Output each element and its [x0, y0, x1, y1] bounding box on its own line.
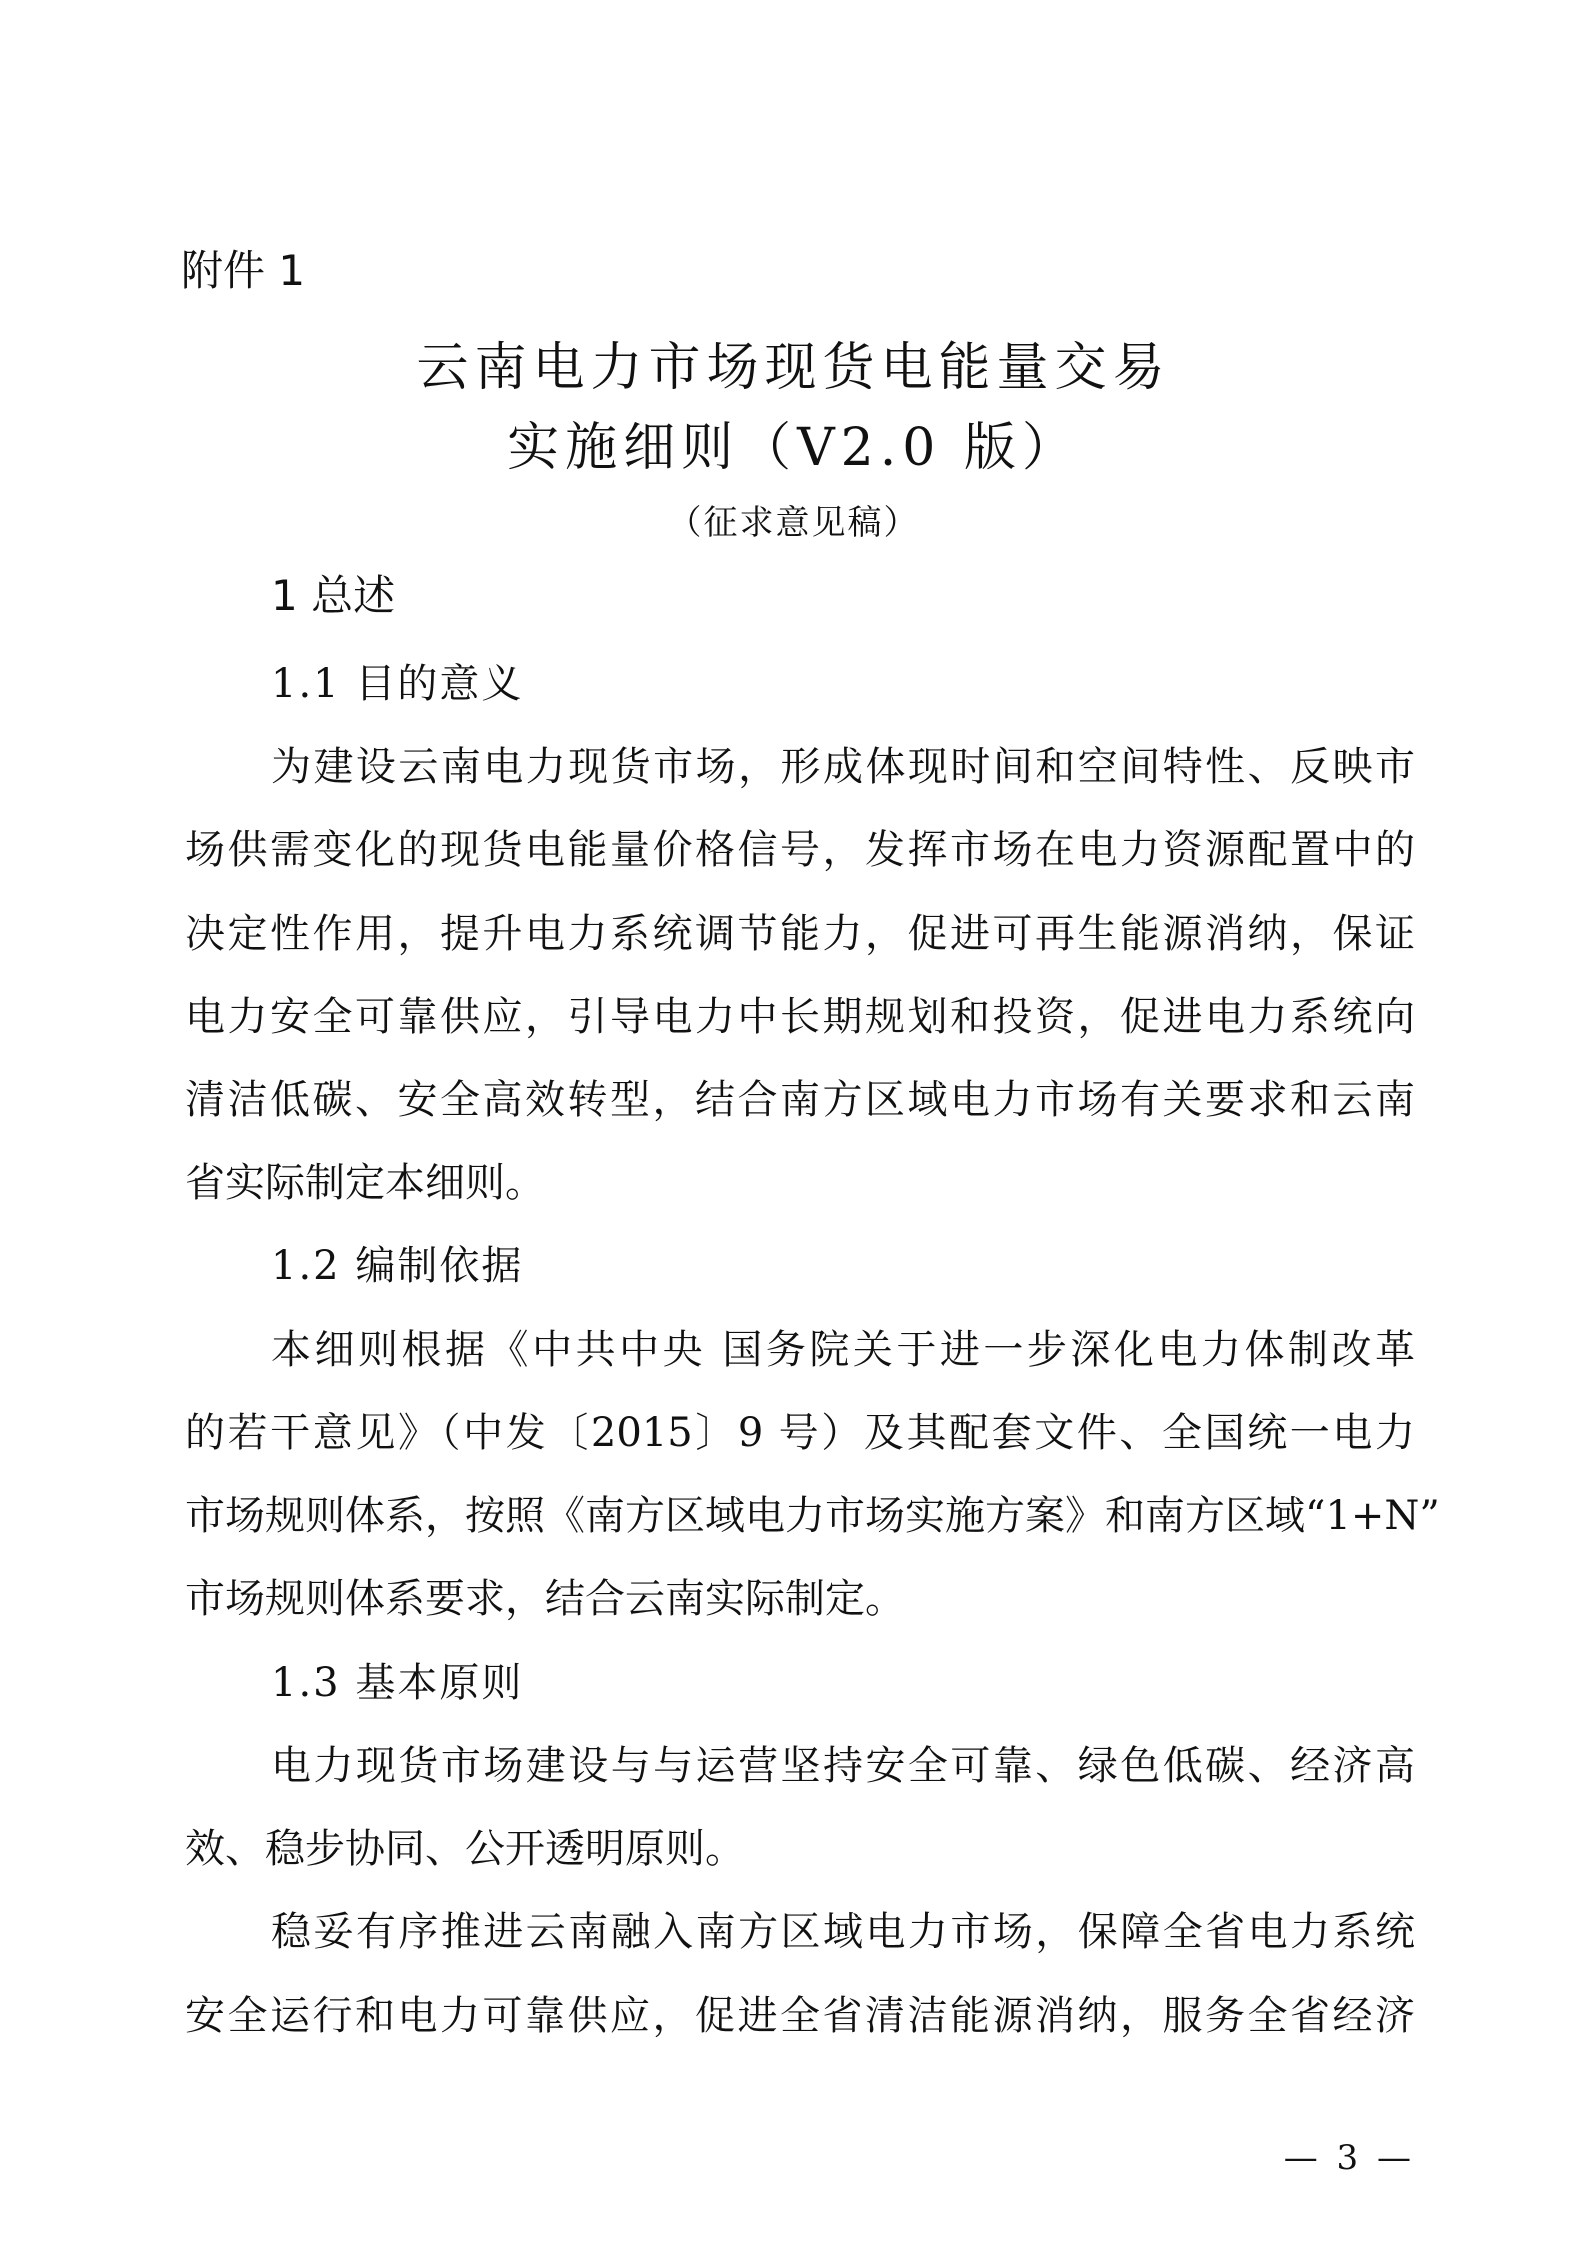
document-title-line2: 实施细则（V2.0 版） [507, 418, 1080, 478]
paragraph-line: 稳妥有序推进云南融入南方区域电力市场，保障全省电力系统 [271, 1909, 1415, 1955]
section-heading: 1 总述 [271, 571, 396, 620]
paragraph-line: 场供需变化的现货电能量价格信号，发挥市场在电力资源配置中的 [185, 827, 1415, 873]
paragraph-line: 效、稳步协同、公开透明原则。 [185, 1826, 745, 1872]
paragraph-line: 市场规则体系，按照《南方区域电力市场实施方案》和南方区域“1+N” [185, 1493, 1440, 1539]
paragraph-line: 为建设云南电力现货市场，形成体现时间和空间特性、反映市 [271, 744, 1415, 790]
paragraph-line: 电力现货市场建设与与运营坚持安全可靠、绿色低碳、经济高 [271, 1743, 1415, 1789]
paragraph-line: 安全运行和电力可靠供应，促进全省清洁能源消纳，服务全省经济 [185, 1993, 1415, 2039]
paragraph-line: 本细则根据《中共中央 国务院关于进一步深化电力体制改革 [271, 1327, 1415, 1373]
paragraph-line: 的若干意见》（中发〔2015〕9 号）及其配套文件、全国统一电力 [185, 1410, 1415, 1456]
paragraph-line: 市场规则体系要求，结合云南实际制定。 [185, 1576, 905, 1622]
paragraph-line: 决定性作用，提升电力系统调节能力，促进可再生能源消纳，保证 [185, 911, 1415, 957]
paragraph-line: 省实际制定本细则。 [185, 1160, 545, 1206]
subsection-heading-1-1: 1.1 目的意义 [271, 661, 524, 707]
page-number: — 3 — [1283, 2138, 1415, 2178]
subsection-heading-1-3: 1.3 基本原则 [271, 1660, 524, 1706]
subsection-heading-1-2: 1.2 编制依据 [271, 1243, 524, 1289]
paragraph-line: 电力安全可靠供应，引导电力中长期规划和投资，促进电力系统向 [185, 994, 1415, 1040]
document-title-line1: 云南电力市场现货电能量交易 [416, 338, 1171, 398]
attachment-label: 附件 1 [181, 246, 306, 295]
document-subtitle: （征求意见稿） [667, 503, 920, 543]
paragraph-line: 清洁低碳、安全高效转型，结合南方区域电力市场有关要求和云南 [185, 1077, 1415, 1123]
